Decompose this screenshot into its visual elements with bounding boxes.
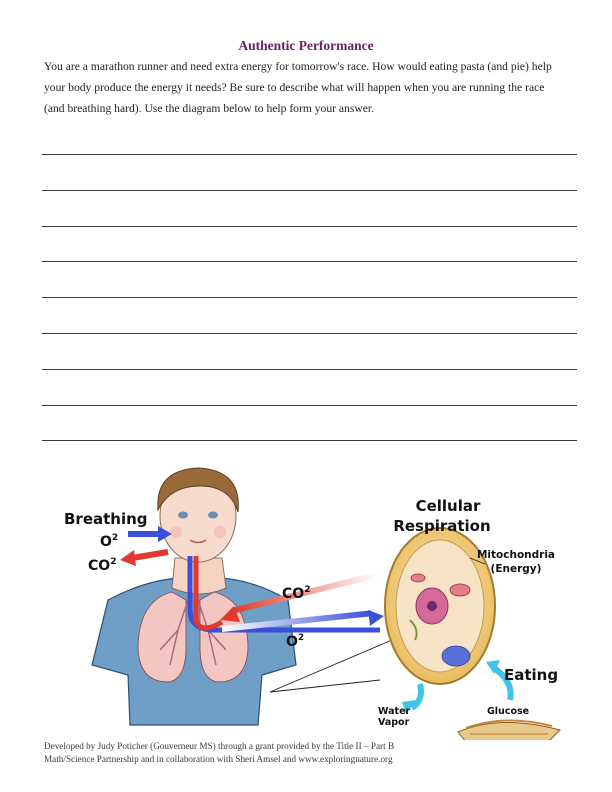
answer-line[interactable] [42,369,577,370]
prompt-line: (and breathing hard). Use the diagram below to help form your answer. [44,102,374,115]
footer-line: Developed by Judy Poticher (Gouverneur MS) through a grant provided by the Title II – Part B [44,741,395,751]
o2-transport-arrowhead [368,610,384,626]
answer-line[interactable] [42,190,577,191]
co2-exhale-arrowhead [120,550,136,566]
pie-icon [458,720,560,740]
answer-line[interactable] [42,405,577,406]
mitochondria-label: Mitochondria [476,549,556,561]
answer-line[interactable] [42,297,577,298]
co2-mid-label: $CO^2$ [282,585,311,602]
co2-left-label: $CO^2$ [88,557,117,574]
cellular-respiration-title: Cellular [415,497,481,515]
mitochondria-icon [450,584,470,596]
vapor-label: Vapor [378,717,410,728]
cellular-respiration-title-2: Respiration [393,517,491,535]
footer-credit [44,740,464,766]
energy-label: (Energy) [490,563,542,575]
prompt-line: You are a marathon runner and need extra energy for tomorrow's race. How would eating pasta (and pie) help [44,60,552,73]
answer-line[interactable] [42,226,577,227]
water-label: Water [378,706,411,717]
answer-line[interactable] [42,154,577,155]
water-vapor-arrow [412,684,421,708]
footer-line: Math/Science Partnership and in collaboration with Sheri Amsel and www.exploringnature.org [44,754,393,764]
neck [172,558,226,594]
eating-label: Eating [504,666,559,684]
breathing-label: Breathing [64,510,148,528]
respiration-diagram [0,460,612,740]
answer-line[interactable] [42,261,577,262]
o2-left-label: $O^2$ [100,533,119,550]
question-prompt [44,56,574,119]
glucose-label: Glucose [487,706,530,717]
co2-exhale-arrow [132,552,168,558]
answer-line[interactable] [42,440,577,441]
page-title: Authentic Performance [238,38,374,53]
answer-line[interactable] [42,333,577,334]
prompt-line: your body produce the energy it needs? Be sure to describe what will happen when you are running the race [44,81,545,94]
o2-mid-label: $O^2$ [286,633,305,650]
